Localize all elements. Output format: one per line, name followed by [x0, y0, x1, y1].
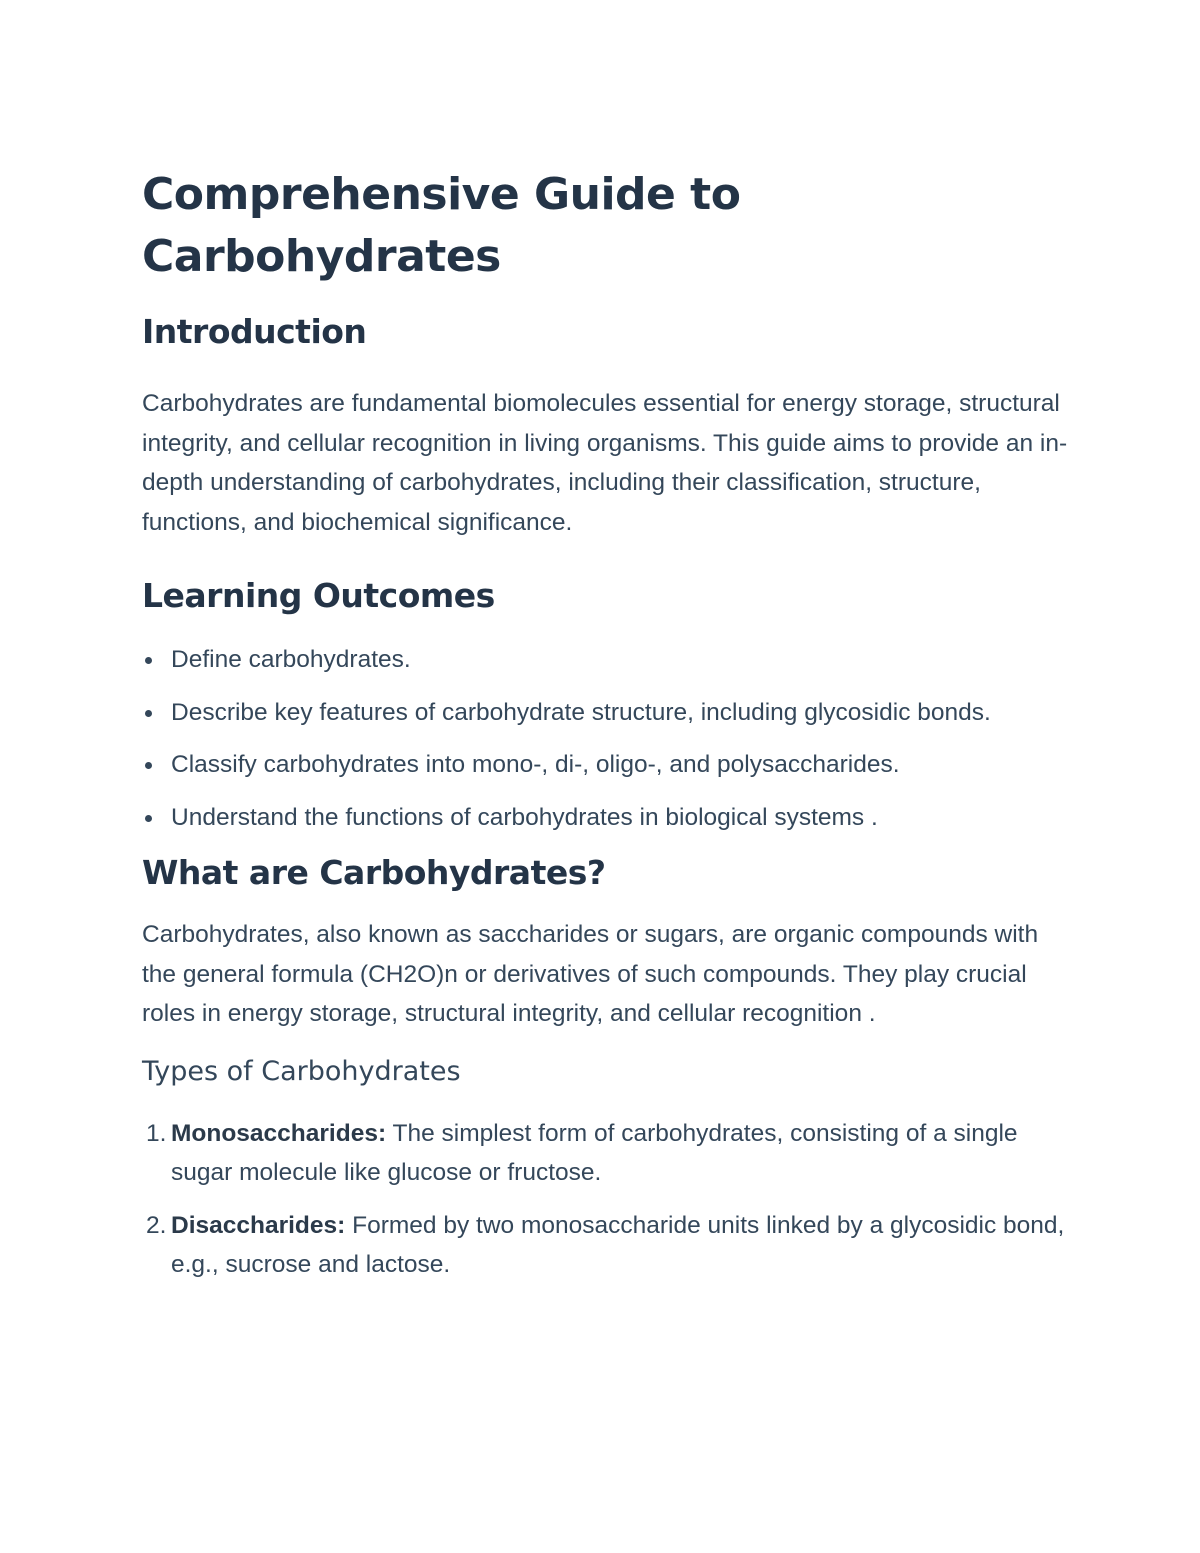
bullet-icon	[145, 657, 152, 664]
types-of-carbohydrates-heading: Types of Carbohydrates	[142, 1055, 461, 1087]
list-item	[142, 640, 1072, 680]
list-item-number: 2.	[146, 1211, 167, 1239]
list-item-term: Monosaccharides:	[171, 1119, 387, 1147]
document-content	[142, 164, 1072, 1298]
list-item-text: Formed by two monosaccharide units linked by a glycosidic bond, e.g., sucrose and lactose.	[171, 1211, 1065, 1278]
learning-outcomes-heading: Learning Outcomes	[142, 576, 495, 615]
bullet-icon	[145, 710, 152, 717]
what-are-carbohydrates-heading: What are Carbohydrates?	[142, 853, 606, 892]
list-item-text: Understand the functions of carbohydrates in biological systems .	[171, 803, 878, 831]
list-item	[142, 1206, 1072, 1285]
list-item-term: Disaccharides:	[171, 1211, 346, 1239]
introduction-paragraph: Carbohydrates are fundamental biomolecules essential for energy storage, structural integrity, and cellular recognition in living organisms. This guide aims to provide an in-depth understanding of carbohydrates, including their classification, structure, functions, and biochemical significance.	[142, 390, 1068, 536]
bullet-icon	[145, 815, 152, 822]
list-item-text: Classify carbohydrates into mono-, di-, oligo-, and polysaccharides.	[171, 751, 900, 778]
bullet-icon	[145, 762, 152, 769]
learning-outcomes-list	[142, 640, 1072, 837]
list-item-number: 1.	[146, 1119, 167, 1147]
what-are-carbohydrates-paragraph: Carbohydrates, also known as saccharides or sugars, are organic compounds with the general formula (CH2O)n or derivatives of such compounds. They play crucial roles in energy storage, structural integrity, and cellular recognition .	[142, 921, 1039, 1027]
list-item	[142, 798, 1072, 838]
page-title: Comprehensive Guide to Carbohydrates	[142, 169, 741, 282]
introduction-heading: Introduction	[142, 312, 367, 351]
list-item-text: The simplest form of carbohydrates, consisting of a single sugar molecule like glucose or fructose.	[171, 1119, 1018, 1186]
list-item	[142, 693, 1072, 733]
list-item	[142, 745, 1072, 785]
list-item-text: Describe key features of carbohydrate structure, including glycosidic bonds.	[171, 698, 991, 726]
types-list	[142, 1114, 1072, 1285]
list-item	[142, 1114, 1072, 1193]
list-item-text: Define carbohydrates.	[171, 646, 411, 673]
